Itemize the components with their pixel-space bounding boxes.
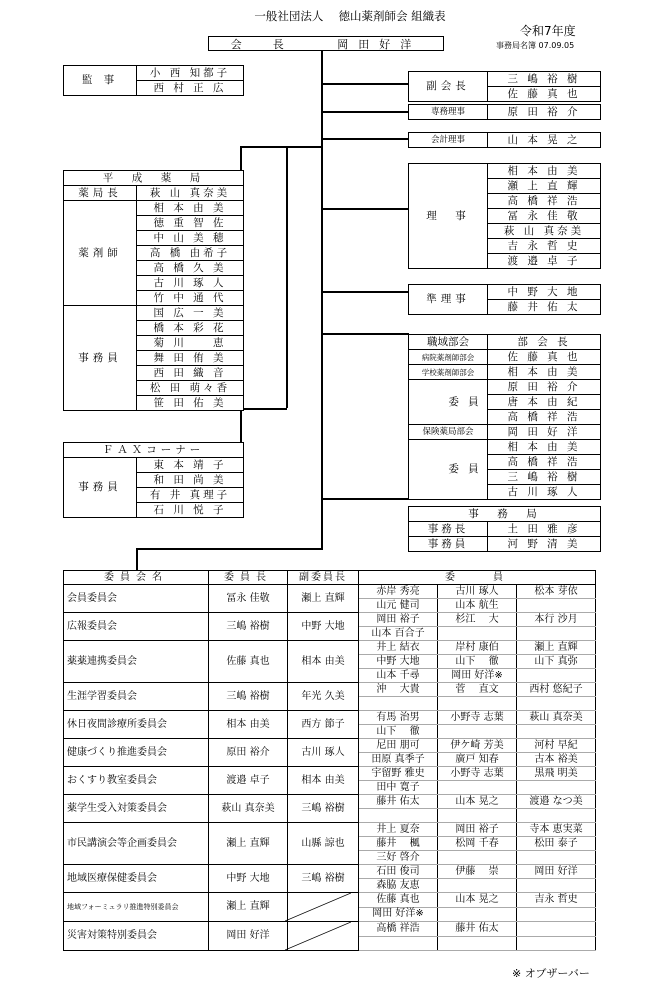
pharmacy-table	[63, 170, 244, 411]
committee-member: 吉永 哲史	[517, 893, 596, 908]
hospital-division-head: 佐 藤 真 也	[488, 350, 601, 365]
committee-member: 黒飛 明美	[517, 767, 596, 781]
committee-name: 広報委員会	[64, 613, 209, 641]
committee-member	[438, 851, 517, 865]
committee-member: 藤井 佑太	[359, 795, 438, 809]
school-blank	[409, 380, 444, 425]
committee-chair: 岡田 好洋	[209, 922, 288, 951]
committee-name: おくすり教室委員会	[64, 767, 209, 795]
pharmacy-staff-name: 菊 川 恵	[137, 336, 244, 351]
committee-member: 小野寺 志葉	[438, 767, 517, 781]
committee-member: 河村 早紀	[517, 739, 596, 753]
insurance-member: 高 橋 祥 浩	[488, 455, 601, 470]
committee-member: 廣戸 知春	[438, 753, 517, 767]
fax-corner-table	[63, 442, 244, 518]
committee-member	[517, 851, 596, 865]
insurance-member-label: 委 員	[443, 440, 488, 500]
committee-row	[64, 613, 596, 627]
committee-member: 尼田 朋可	[359, 739, 438, 753]
committee-name: 市民講演会等企画委員会	[64, 823, 209, 865]
committee-name: 健康づくり推進委員会	[64, 739, 209, 767]
committee-chair: 冨永 佳敬	[209, 585, 288, 613]
divisions-header-right: 部 会 長	[488, 335, 601, 350]
pharmacy-title: 平 成 薬 局	[64, 171, 244, 186]
committee-member: 萩山 真奈美	[517, 711, 596, 725]
committee-member	[359, 936, 438, 951]
document-title: 一般社団法人 徳山薬剤師会 組織表	[254, 9, 446, 23]
pharmacist-label: 薬剤師	[64, 201, 137, 306]
directors-table	[408, 163, 601, 269]
committee-member: 三好 啓介	[359, 851, 438, 865]
committee-vice-chair: 山縣 諒也	[288, 823, 359, 865]
committee-vice-chair: 相本 由美	[288, 767, 359, 795]
committee-vice-chair: 瀬上 直輝	[288, 585, 359, 613]
committee-member: 山元 健司	[359, 599, 438, 613]
committee-vice-chair: 西方 節子	[288, 711, 359, 739]
observer-footnote: ※ オブザーバー	[512, 967, 590, 980]
committee-member	[438, 879, 517, 893]
vp-label: 副会長	[409, 72, 488, 102]
connector-fax	[240, 408, 242, 442]
connector-treasurer	[322, 138, 409, 140]
school-division-head: 相 本 由 美	[488, 365, 601, 380]
connector-main-vertical	[321, 51, 323, 548]
divisions-header-left: 職域部会	[409, 335, 488, 350]
president-role: 会 長	[230, 37, 294, 51]
pharmacist-name: 高 橋 由希子	[137, 246, 244, 261]
committee-name: 地域医療保健委員会	[64, 865, 209, 893]
vp-name: 佐 藤 真 也	[488, 87, 601, 102]
committee-vice-chair-none	[288, 893, 359, 922]
committee-name: 災害対策特別委員会	[64, 922, 209, 951]
committee-member	[517, 907, 596, 922]
auditors-label: 監 事	[64, 66, 137, 96]
secretariat-title: 事 務 局	[409, 507, 601, 522]
pharmacy-staff-label: 事務員	[64, 306, 137, 411]
committee-member: 山本 千尋	[359, 669, 438, 683]
connector-pharmacy-h	[240, 146, 288, 148]
committee-member	[517, 725, 596, 739]
divisions-table	[408, 334, 601, 500]
committee-vice-chair: 三嶋 裕樹	[288, 795, 359, 823]
committee-row	[64, 795, 596, 809]
committee-vice-chair: 相本 由美	[288, 641, 359, 683]
committee-member: 岡田 好洋※	[359, 907, 438, 922]
diagonal-slash	[285, 922, 351, 950]
treasurer-table	[408, 132, 601, 148]
pharmacy-head-label: 薬局長	[64, 186, 137, 201]
pharmacist-name: 古 川 琢 人	[137, 276, 244, 291]
director-name: 瀬 上 直 輝	[488, 179, 601, 194]
committee-name: 休日夜間診療所委員会	[64, 711, 209, 739]
committee-vice-chair: 中野 大地	[288, 613, 359, 641]
director-name: 相 本 由 美	[488, 164, 601, 179]
committee-row	[64, 739, 596, 753]
secretariat-row-name: 土 田 雅 彦	[488, 522, 601, 537]
connector-divisions	[322, 333, 409, 335]
school-member: 高 橋 祥 浩	[488, 410, 601, 425]
committee-member: 伊藤 崇	[438, 865, 517, 879]
pharmacy-staff-name: 笹 田 佑 美	[137, 396, 244, 411]
school-member-label: 委 員	[443, 380, 488, 425]
directors-label: 理 事	[409, 164, 488, 269]
committee-name: 生涯学習委員会	[64, 683, 209, 711]
committee-vice-chair-none	[288, 922, 359, 951]
committees-table	[63, 570, 596, 951]
connector-pharmacy-bottom	[244, 408, 287, 410]
pharmacy-head-name: 萩 山 真奈美	[137, 186, 244, 201]
committee-vice-chair: 三嶋 裕樹	[288, 865, 359, 893]
vice-presidents-table	[408, 71, 601, 102]
committee-member: 中野 大地	[359, 655, 438, 669]
insurance-division-label: 保険薬局部会	[409, 425, 488, 440]
committee-member: 森脇 友恵	[359, 879, 438, 893]
managing-director-table	[408, 104, 601, 120]
committee-member	[359, 697, 438, 711]
committee-member: 古川 琢人	[438, 585, 517, 599]
committee-row	[64, 711, 596, 725]
committee-member: 井上 夏奈	[359, 823, 438, 837]
director-name: 萩 山 真奈美	[488, 224, 601, 239]
committee-member	[438, 627, 517, 641]
committee-member: 杉江 大	[438, 613, 517, 627]
auditor-name: 西 村 正 広	[137, 81, 244, 96]
committee-row	[64, 585, 596, 599]
pharmacist-name: 高 橋 久 美	[137, 261, 244, 276]
md-label: 専務理事	[409, 105, 488, 120]
pharmacist-name: 徳 重 智 佐	[137, 216, 244, 231]
connector-vp	[322, 83, 409, 85]
committee-member: 岡田 好洋	[517, 865, 596, 879]
committee-member: 小野寺 志葉	[438, 711, 517, 725]
committee-name: 薬薬連携委員会	[64, 641, 209, 683]
committee-chair: 渡邉 卓子	[209, 767, 288, 795]
committee-member: 松本 芽依	[517, 585, 596, 599]
director-name: 吉 永 哲 史	[488, 239, 601, 254]
committee-member: 山本 晃之	[438, 795, 517, 809]
committee-member: 山下 徹	[438, 655, 517, 669]
committee-chair: 萩山 真奈美	[209, 795, 288, 823]
pharmacist-name: 竹 中 通 代	[137, 291, 244, 306]
committee-name: 地域フォーミュラリ推進特別委員会	[64, 893, 209, 922]
pharmacist-name: 相 本 由 美	[137, 201, 244, 216]
committee-member: 藤井 佑太	[438, 922, 517, 937]
fax-staff-name: 有 井 真理子	[137, 488, 244, 503]
pharmacy-staff-name: 橋 本 彩 花	[137, 321, 244, 336]
fax-staff-label: 事務員	[64, 458, 137, 518]
director-name: 冨 永 佳 敬	[488, 209, 601, 224]
secretariat-row-label: 事務長	[409, 522, 488, 537]
school-division-label: 学校薬剤師部会	[409, 365, 488, 380]
committee-chair: 瀬上 直輝	[209, 823, 288, 865]
committee-row	[64, 767, 596, 781]
committee-member: 岡田 裕子	[359, 613, 438, 627]
committee-member: 佐藤 真也	[359, 893, 438, 908]
connector-secretariat	[322, 498, 409, 500]
committee-member: 古本 裕美	[517, 753, 596, 767]
auditors-table	[63, 65, 244, 96]
pharmacy-staff-name: 西 田 織 音	[137, 366, 244, 381]
committee-row	[64, 893, 596, 908]
fax-staff-name: 石 川 悦 子	[137, 503, 244, 518]
committee-member: 瀬上 直輝	[517, 641, 596, 655]
committee-member: 田中 寛子	[359, 781, 438, 795]
committee-chair: 中野 大地	[209, 865, 288, 893]
connector-pharmacy-drop	[240, 146, 242, 170]
connector-md	[322, 111, 409, 113]
committee-member: 田原 真季子	[359, 753, 438, 767]
committee-row	[64, 641, 596, 655]
committee-member: 伊ケ崎 芳美	[438, 739, 517, 753]
col-header-committee: 委員会名	[64, 571, 209, 585]
assoc-name: 藤 井 佑 太	[488, 300, 601, 315]
committee-row	[64, 922, 596, 937]
connector-directors	[322, 208, 409, 210]
treasurer-name: 山 本 晃 之	[488, 133, 601, 148]
pharmacist-name: 中 山 美 穂	[137, 231, 244, 246]
col-header-members: 委 員	[359, 571, 596, 585]
committee-member: 山本 航生	[438, 599, 517, 613]
school-member: 唐 本 由 紀	[488, 395, 601, 410]
director-name: 渡 邉 卓 子	[488, 254, 601, 269]
committee-member: 藤井 楓	[359, 837, 438, 851]
pharmacy-staff-name: 国 広 一 美	[137, 306, 244, 321]
committee-member: 宇留野 雅史	[359, 767, 438, 781]
pharmacy-staff-name: 松 田 萌々香	[137, 381, 244, 396]
committee-member	[438, 697, 517, 711]
committee-member: 岸村 康伯	[438, 641, 517, 655]
committee-chair: 相本 由美	[209, 711, 288, 739]
committee-member: 山本 晃之	[438, 893, 517, 908]
fiscal-year: 令和7年度	[520, 24, 576, 38]
connector-assoc	[322, 291, 409, 293]
committee-member: 山下 徹	[359, 725, 438, 739]
committee-member	[517, 697, 596, 711]
committee-member: 沖 大貴	[359, 683, 438, 697]
president-box	[208, 36, 444, 51]
committee-member	[438, 907, 517, 922]
issue-date: 事務局名簿 07.09.05	[496, 41, 575, 50]
secretariat-row-name: 河 野 清 美	[488, 537, 601, 552]
committee-member: 岡田 好洋※	[438, 669, 517, 683]
connector-committee-v	[136, 548, 138, 570]
committee-member: 渡邉 なつ美	[517, 795, 596, 809]
committee-chair: 瀬上 直輝	[209, 893, 288, 922]
committee-name: 会員委員会	[64, 585, 209, 613]
connector-committee-h	[136, 548, 323, 550]
committee-member	[517, 936, 596, 951]
pharmacy-staff-name: 舞 田 侑 美	[137, 351, 244, 366]
secretariat-table	[408, 506, 601, 552]
assoc-name: 中 野 大 地	[488, 285, 601, 300]
committee-member: 井上 結衣	[359, 641, 438, 655]
committee-member	[517, 879, 596, 893]
committee-member	[359, 809, 438, 823]
committee-member: 赤岸 秀亮	[359, 585, 438, 599]
insurance-member: 相 本 由 美	[488, 440, 601, 455]
president-name: 岡田好洋	[337, 37, 422, 51]
committee-member: 松田 泰子	[517, 837, 596, 851]
committee-member	[438, 936, 517, 951]
committee-member: 石田 俊司	[359, 865, 438, 879]
treasurer-label: 会計理事	[409, 133, 488, 148]
assoc-label: 準理事	[409, 285, 488, 315]
md-name: 原 田 裕 介	[488, 105, 601, 120]
committee-chair: 佐藤 真也	[209, 641, 288, 683]
insurance-division-head: 岡 田 好 洋	[488, 425, 601, 440]
insurance-blank	[409, 440, 444, 500]
secretariat-row-label: 事務員	[409, 537, 488, 552]
committee-member	[438, 781, 517, 795]
associate-directors-table	[408, 284, 601, 315]
committee-vice-chair: 年光 久美	[288, 683, 359, 711]
insurance-member: 古 川 琢 人	[488, 485, 601, 500]
fax-staff-name: 東 本 靖 子	[137, 458, 244, 473]
committee-member	[438, 725, 517, 739]
auditor-name: 小 西 知都子	[137, 66, 244, 81]
fax-title: ＦＡＸコーナー	[64, 443, 244, 458]
committee-chair: 三嶋 裕樹	[209, 613, 288, 641]
committee-member	[517, 922, 596, 937]
committee-row	[64, 683, 596, 697]
fax-staff-name: 和 田 尚 美	[137, 473, 244, 488]
director-name: 高 橋 祥 浩	[488, 194, 601, 209]
committee-member: 松岡 千春	[438, 837, 517, 851]
committee-name: 薬学生受入対策委員会	[64, 795, 209, 823]
committee-member	[517, 809, 596, 823]
committee-member: 西村 悠紀子	[517, 683, 596, 697]
committee-member: 菅 直文	[438, 683, 517, 697]
committee-member: 有馬 治男	[359, 711, 438, 725]
committee-member: 山下 真弥	[517, 655, 596, 669]
vp-name: 三 嶋 裕 樹	[488, 72, 601, 87]
committee-member: 高橋 祥浩	[359, 922, 438, 937]
committee-member	[517, 781, 596, 795]
committee-member	[517, 627, 596, 641]
committee-member	[517, 599, 596, 613]
committee-member	[517, 669, 596, 683]
connector-pharmacy-side	[286, 146, 288, 408]
committee-vice-chair: 古川 琢人	[288, 739, 359, 767]
col-header-vice: 副委員長	[288, 571, 359, 585]
insurance-member: 三 嶋 裕 樹	[488, 470, 601, 485]
diagonal-slash	[285, 893, 351, 921]
committee-member: 岡田 裕子	[438, 823, 517, 837]
school-member: 原 田 裕 介	[488, 380, 601, 395]
col-header-chair: 委員長	[209, 571, 288, 585]
committee-chair: 原田 裕介	[209, 739, 288, 767]
committee-row	[64, 823, 596, 837]
committee-member: 寺本 恵実菜	[517, 823, 596, 837]
committee-member: 本行 沙月	[517, 613, 596, 627]
hospital-division-label: 病院薬剤師部会	[409, 350, 488, 365]
committee-member	[438, 809, 517, 823]
committee-chair: 三嶋 裕樹	[209, 683, 288, 711]
committee-member: 山本 百合子	[359, 627, 438, 641]
committee-row	[64, 865, 596, 879]
